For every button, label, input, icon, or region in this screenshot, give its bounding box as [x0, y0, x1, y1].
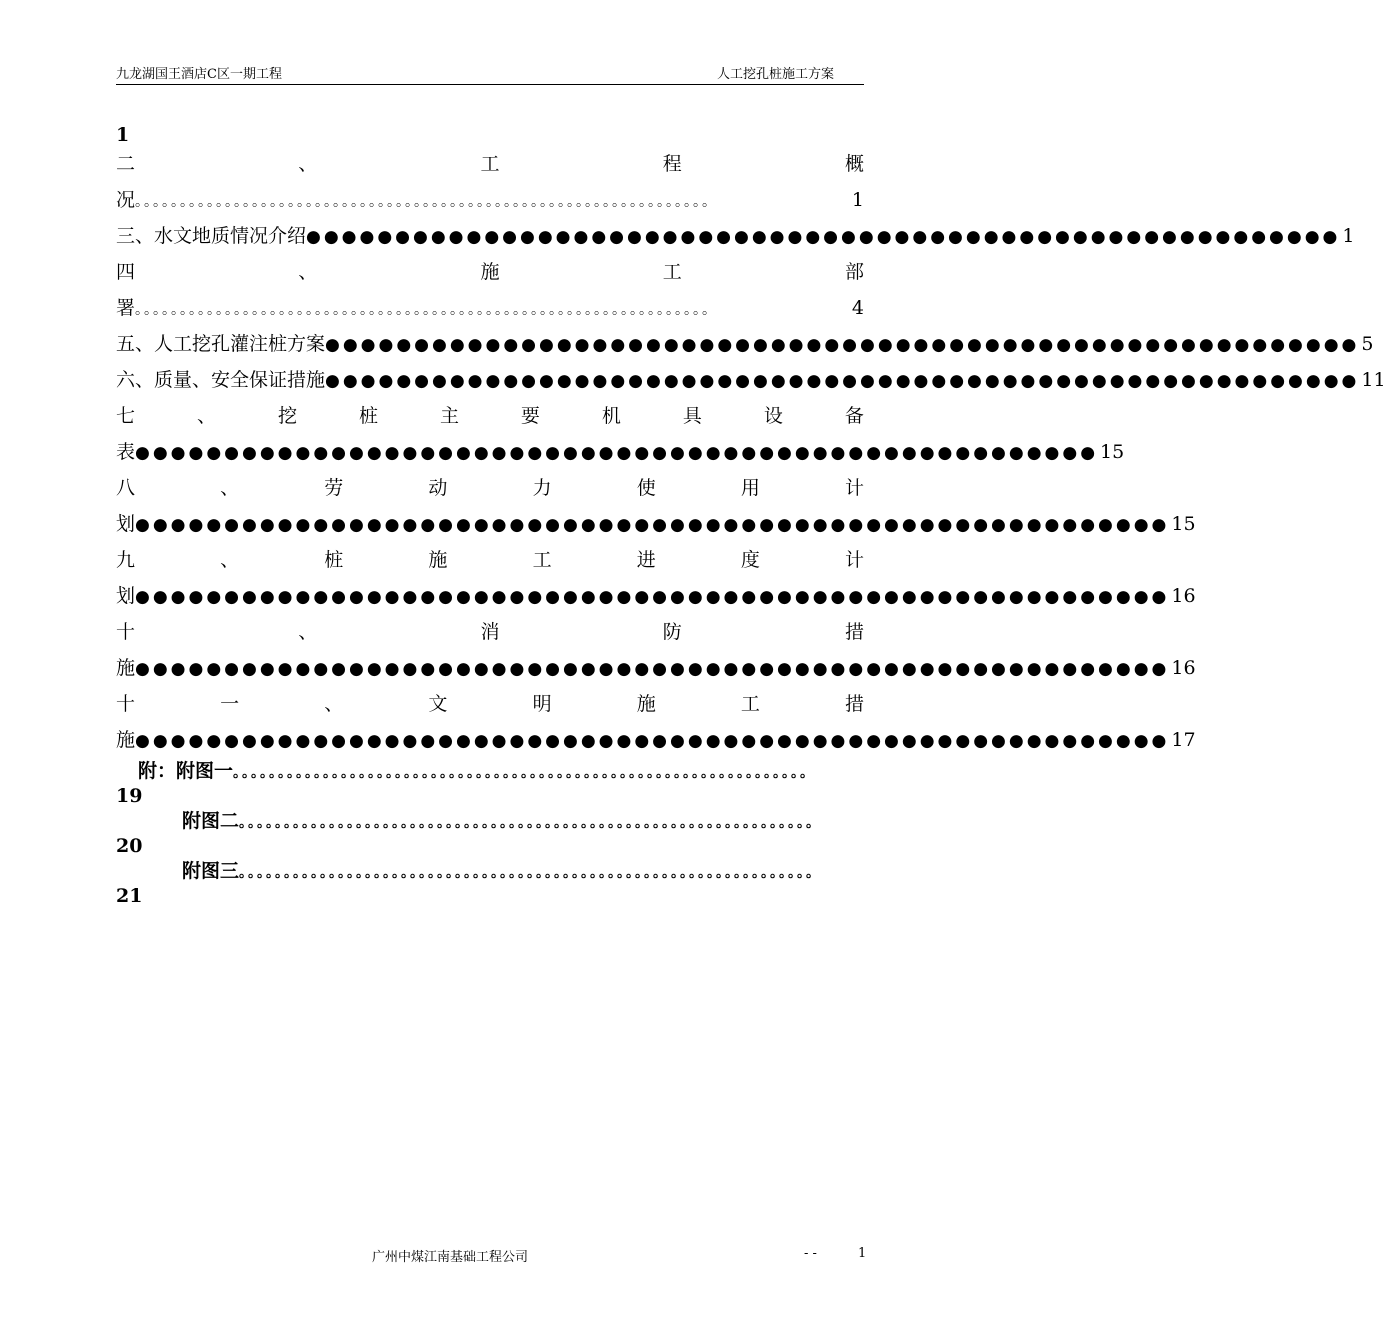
toc-item-8-leader[interactable]: 划 ●●●●●●●●●●●●●●●●●●●●●●●●●●●●●●●●●●●●●●●●●●●●●●●●●●●●●●●●●● 15: [116, 506, 864, 542]
toc-appendix-2[interactable]: 附图二 。。。。。。。。。。。。。。。。。。。。。。。。。。。。。。。。。。。。。。。。。。。。。。。。。。。。。。。。。。。。。。。。: [116, 808, 864, 834]
toc-item-7-leader[interactable]: 表 ●●●●●●●●●●●●●●●●●●●●●●●●●●●●●●●●●●●●●●●●●●●●●●●●●●●●●● 15: [116, 434, 764, 470]
toc-item-7-title[interactable]: 七 、 挖 桩 主 要 机 具 设 备: [116, 405, 864, 427]
toc-appendix-3-page: 21: [116, 885, 143, 907]
toc-item-11-title[interactable]: 十 一 、 文 明 施 工 措: [116, 693, 864, 715]
toc-item-8-title[interactable]: 八 、 劳 动 力 使 用 计: [116, 477, 864, 499]
toc-page-number: 15: [1171, 513, 1196, 535]
toc-appendix-1[interactable]: 附：附图一 。。。。。。。。。。。。。。。。。。。。。。。。。。。。。。。。。。。。。。。。。。。。。。。。。。。。。。。。。。。。。。。。: [116, 758, 864, 784]
header-document-title: 人工挖孔桩施工方案: [716, 67, 834, 82]
dot-leader: ●●●●●●●●●●●●●●●●●●●●●●●●●●●●●●●●●●●●●●●●●●●●●●●●●●●●●●●●●●: [135, 731, 1170, 751]
footer-dash: - -: [804, 1246, 817, 1261]
toc-item-3[interactable]: 三、水文地质情况介绍 ●●●●●●●●●●●●●●●●●●●●●●●●●●●●●●●●●●●●●●●●●●●●●●●●●●●●●●●●●● 1: [116, 218, 864, 254]
dot-leader: 。。。。。。。。。。。。。。。。。。。。。。。。。。。。。。。。。。。。。。。。。。。。。。。。。。。。。。。。。。。。。。。。: [239, 865, 823, 881]
dot-leader: ●●●●●●●●●●●●●●●●●●●●●●●●●●●●●●●●●●●●●●●●●●●●●●●●●●●●●●●●●●: [325, 335, 1360, 355]
toc-page-number: 16: [1171, 657, 1196, 679]
header-project-title: 九龙湖国王酒店C区一期工程: [116, 67, 282, 82]
toc-page-number: 4: [851, 297, 864, 319]
dot-leader: 。。。。。。。。。。。。。。。。。。。。。。。。。。。。。。。。。。。。。。。。。。。。。。。。。。。。。。。。。。。。。。。。: [135, 302, 719, 318]
footer-company-name: 广州中煤江南基础工程公司: [372, 1250, 529, 1265]
toc-item-9-leader[interactable]: 划 ●●●●●●●●●●●●●●●●●●●●●●●●●●●●●●●●●●●●●●●●●●●●●●●●●●●●●●●●●● 16: [116, 578, 864, 614]
dot-leader: 。。。。。。。。。。。。。。。。。。。。。。。。。。。。。。。。。。。。。。。。。。。。。。。。。。。。。。。。。。。。。。。。: [135, 194, 719, 210]
toc-page-number: 5: [1361, 333, 1374, 355]
dot-leader: ●●●●●●●●●●●●●●●●●●●●●●●●●●●●●●●●●●●●●●●●●●●●●●●●●●●●●●●●●●: [135, 515, 1170, 535]
toc-page-number: 1: [1342, 225, 1355, 247]
toc-item-10-title[interactable]: 十 、 消 防 措: [116, 621, 864, 643]
toc-page-number: 17: [1171, 729, 1196, 751]
toc-item-10-leader[interactable]: 施 ●●●●●●●●●●●●●●●●●●●●●●●●●●●●●●●●●●●●●●●●●●●●●●●●●●●●●●●●●● 16: [116, 650, 864, 686]
dot-leader: ●●●●●●●●●●●●●●●●●●●●●●●●●●●●●●●●●●●●●●●●●●●●●●●●●●●●●●●●●●: [306, 227, 1341, 247]
toc-page-number: 15: [1100, 441, 1125, 463]
toc-appendix-2-page: 20: [116, 835, 143, 857]
toc-item-2-title[interactable]: 二 、 工 程 概: [116, 153, 864, 175]
toc-item-5[interactable]: 五、人工挖孔灌注桩方案 ●●●●●●●●●●●●●●●●●●●●●●●●●●●●●●●●●●●●●●●●●●●●●●●●●●●●●●●●●● 5: [116, 326, 864, 362]
dot-leader: ●●●●●●●●●●●●●●●●●●●●●●●●●●●●●●●●●●●●●●●●●●●●●●●●●●●●●●●●●●: [135, 587, 1170, 607]
toc-item-4-title[interactable]: 四 、 施 工 部: [116, 261, 864, 283]
toc-item-4-leader[interactable]: 署 。。。。。。。。。。。。。。。。。。。。。。。。。。。。。。。。。。。。。。。。。。。。。。。。。。。。。。。。。。。。。。。。 4: [116, 290, 864, 326]
footer-page-number: 1: [858, 1246, 867, 1261]
toc-item-11-leader[interactable]: 施 ●●●●●●●●●●●●●●●●●●●●●●●●●●●●●●●●●●●●●●●●●●●●●●●●●●●●●●●●●● 17: [116, 722, 864, 758]
toc-item-6[interactable]: 六、质量、安全保证措施 ●●●●●●●●●●●●●●●●●●●●●●●●●●●●●●●●●●●●●●●●●●●●●●●●●●●●●●●●●● 11: [116, 362, 864, 398]
toc-page-number: 16: [1171, 585, 1196, 607]
toc-appendix-1-page: 19: [116, 785, 143, 807]
toc-page-number: 11: [1361, 369, 1386, 391]
toc-item-2-leader[interactable]: 况 。。。。。。。。。。。。。。。。。。。。。。。。。。。。。。。。。。。。。。。。。。。。。。。。。。。。。。。。。。。。。。。。 1: [116, 182, 864, 218]
dot-leader: ●●●●●●●●●●●●●●●●●●●●●●●●●●●●●●●●●●●●●●●●●●●●●●●●●●●●●●●●●●: [135, 659, 1170, 679]
toc-item-9-title[interactable]: 九 、 桩 施 工 进 度 计: [116, 549, 864, 571]
page-header: [116, 66, 864, 85]
toc-first-line: 1: [116, 124, 130, 146]
dot-leader: 。。。。。。。。。。。。。。。。。。。。。。。。。。。。。。。。。。。。。。。。。。。。。。。。。。。。。。。。。。。。。。。。: [233, 765, 817, 781]
table-of-contents: [116, 124, 1386, 908]
dot-leader: ●●●●●●●●●●●●●●●●●●●●●●●●●●●●●●●●●●●●●●●●●●●●●●●●●●●●●●●●●●: [325, 371, 1360, 391]
toc-appendix-3[interactable]: 附图三 。。。。。。。。。。。。。。。。。。。。。。。。。。。。。。。。。。。。。。。。。。。。。。。。。。。。。。。。。。。。。。。。: [116, 858, 864, 884]
dot-leader: 。。。。。。。。。。。。。。。。。。。。。。。。。。。。。。。。。。。。。。。。。。。。。。。。。。。。。。。。。。。。。。。。: [239, 815, 823, 831]
dot-leader: ●●●●●●●●●●●●●●●●●●●●●●●●●●●●●●●●●●●●●●●●●●●●●●●●●●●●●●: [135, 443, 1099, 463]
toc-page-number: 1: [851, 189, 864, 211]
